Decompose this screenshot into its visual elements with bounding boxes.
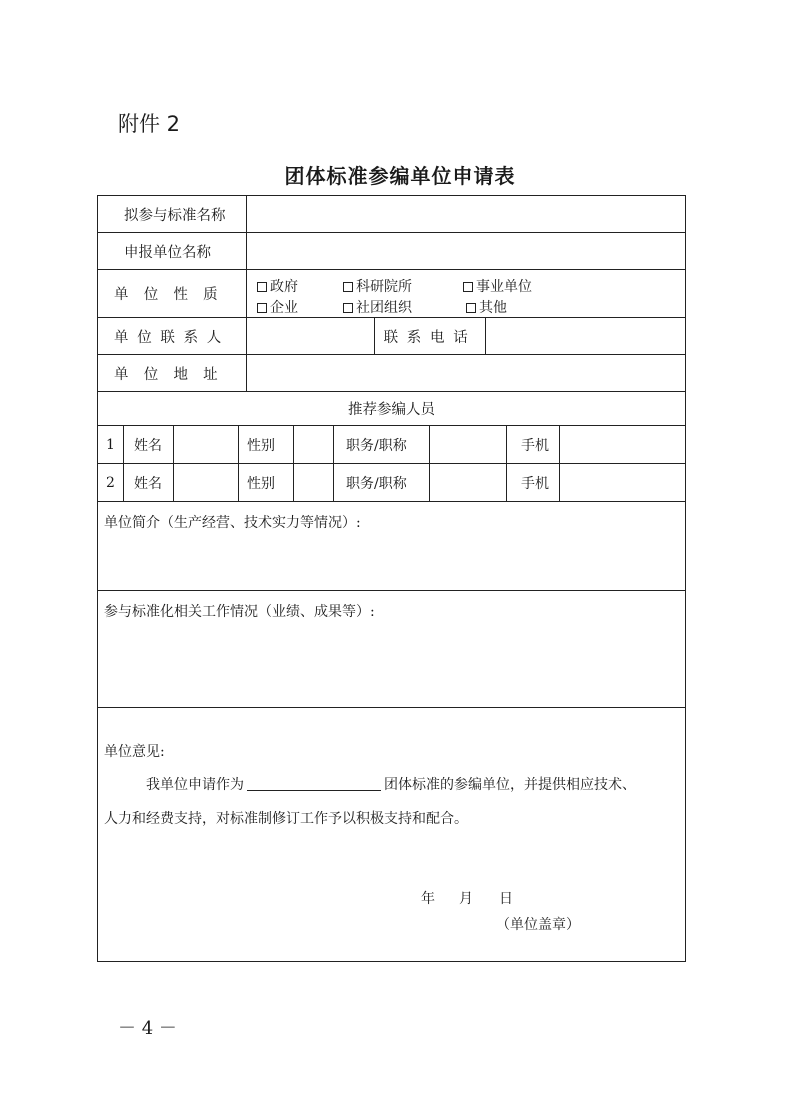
name-label: 姓名 [123, 464, 173, 501]
standard-name-field[interactable] [246, 196, 685, 232]
phone-field[interactable] [559, 426, 685, 463]
date-year: 年 [421, 891, 435, 907]
gender-label: 性别 [238, 464, 293, 501]
title-label: 职务/职称 [333, 426, 429, 463]
unit-type-label: 单位性质 [114, 287, 233, 303]
application-form [97, 195, 686, 962]
standard-name-label: 拟参与标准名称 [124, 207, 226, 224]
row-work[interactable] [98, 591, 685, 708]
row-unit-type [98, 270, 685, 318]
checkbox-icon [257, 303, 267, 313]
name-field[interactable] [173, 426, 238, 463]
row-intro[interactable] [98, 502, 685, 591]
address-label: 单位地址 [114, 366, 233, 383]
personnel-header: 推荐参编人员 [348, 402, 435, 418]
opinion-label: 单位意见: [104, 744, 165, 760]
option-other[interactable]: 其他 [466, 297, 507, 317]
contact-phone-field[interactable] [485, 318, 685, 354]
row-unit-name [98, 233, 685, 270]
gender-field[interactable] [293, 464, 333, 501]
row-personnel-header [98, 392, 685, 426]
contact-person-label: 单位联系人 [114, 329, 230, 346]
attachment-label: 附件 2 [118, 112, 181, 136]
title-field[interactable] [429, 464, 506, 501]
unit-type-options [246, 270, 685, 317]
title-label: 职务/职称 [333, 464, 429, 501]
person-index: 2 [106, 474, 115, 491]
intro-label: 单位简介（生产经营、技术实力等情况）: [104, 515, 361, 531]
person-index: 1 [106, 436, 115, 453]
gender-label: 性别 [238, 426, 293, 463]
page-number: － 4 － [118, 1018, 177, 1039]
form-title: 团体标准参编单位申请表 [284, 164, 516, 188]
address-field[interactable] [246, 355, 685, 391]
opinion-line-1: 我单位申请作为 团体标准的参编单位，并提供相应技术、 [146, 777, 636, 793]
unit-name-label: 申报单位名称 [124, 244, 211, 261]
option-public-institution[interactable]: 事业单位 [463, 276, 532, 296]
option-social-organization[interactable]: 社团组织 [343, 297, 412, 317]
seal-note: （单位盖章） [496, 917, 580, 933]
checkbox-icon [257, 282, 267, 292]
checkbox-icon [343, 303, 353, 313]
contact-person-field[interactable] [246, 318, 374, 354]
title-field[interactable] [429, 426, 506, 463]
contact-phone-label: 联系电话 [374, 318, 485, 354]
phone-label: 手机 [506, 464, 559, 501]
work-label: 参与标准化相关工作情况（业绩、成果等）: [104, 604, 375, 620]
name-field[interactable] [173, 464, 238, 501]
opinion-line-2: 人力和经费支持，对标准制修订工作予以积极支持和配合。 [104, 811, 468, 827]
row-person-2 [98, 464, 685, 502]
gender-field[interactable] [293, 426, 333, 463]
row-person-1 [98, 426, 685, 464]
option-research-institute[interactable]: 科研院所 [343, 276, 412, 296]
phone-label: 手机 [506, 426, 559, 463]
checkbox-icon [466, 303, 476, 313]
row-address [98, 355, 685, 392]
date-month: 月 [459, 891, 473, 907]
checkbox-icon [463, 282, 473, 292]
option-government[interactable]: 政府 [257, 276, 298, 296]
standard-name-blank[interactable] [247, 776, 381, 791]
row-standard-name [98, 196, 685, 233]
unit-name-field[interactable] [246, 233, 685, 269]
option-enterprise[interactable]: 企业 [257, 297, 298, 317]
name-label: 姓名 [123, 426, 173, 463]
row-contact [98, 318, 685, 355]
phone-field[interactable] [559, 464, 685, 501]
date-day: 日 [499, 891, 513, 907]
row-opinion [98, 708, 685, 961]
checkbox-icon [343, 282, 353, 292]
